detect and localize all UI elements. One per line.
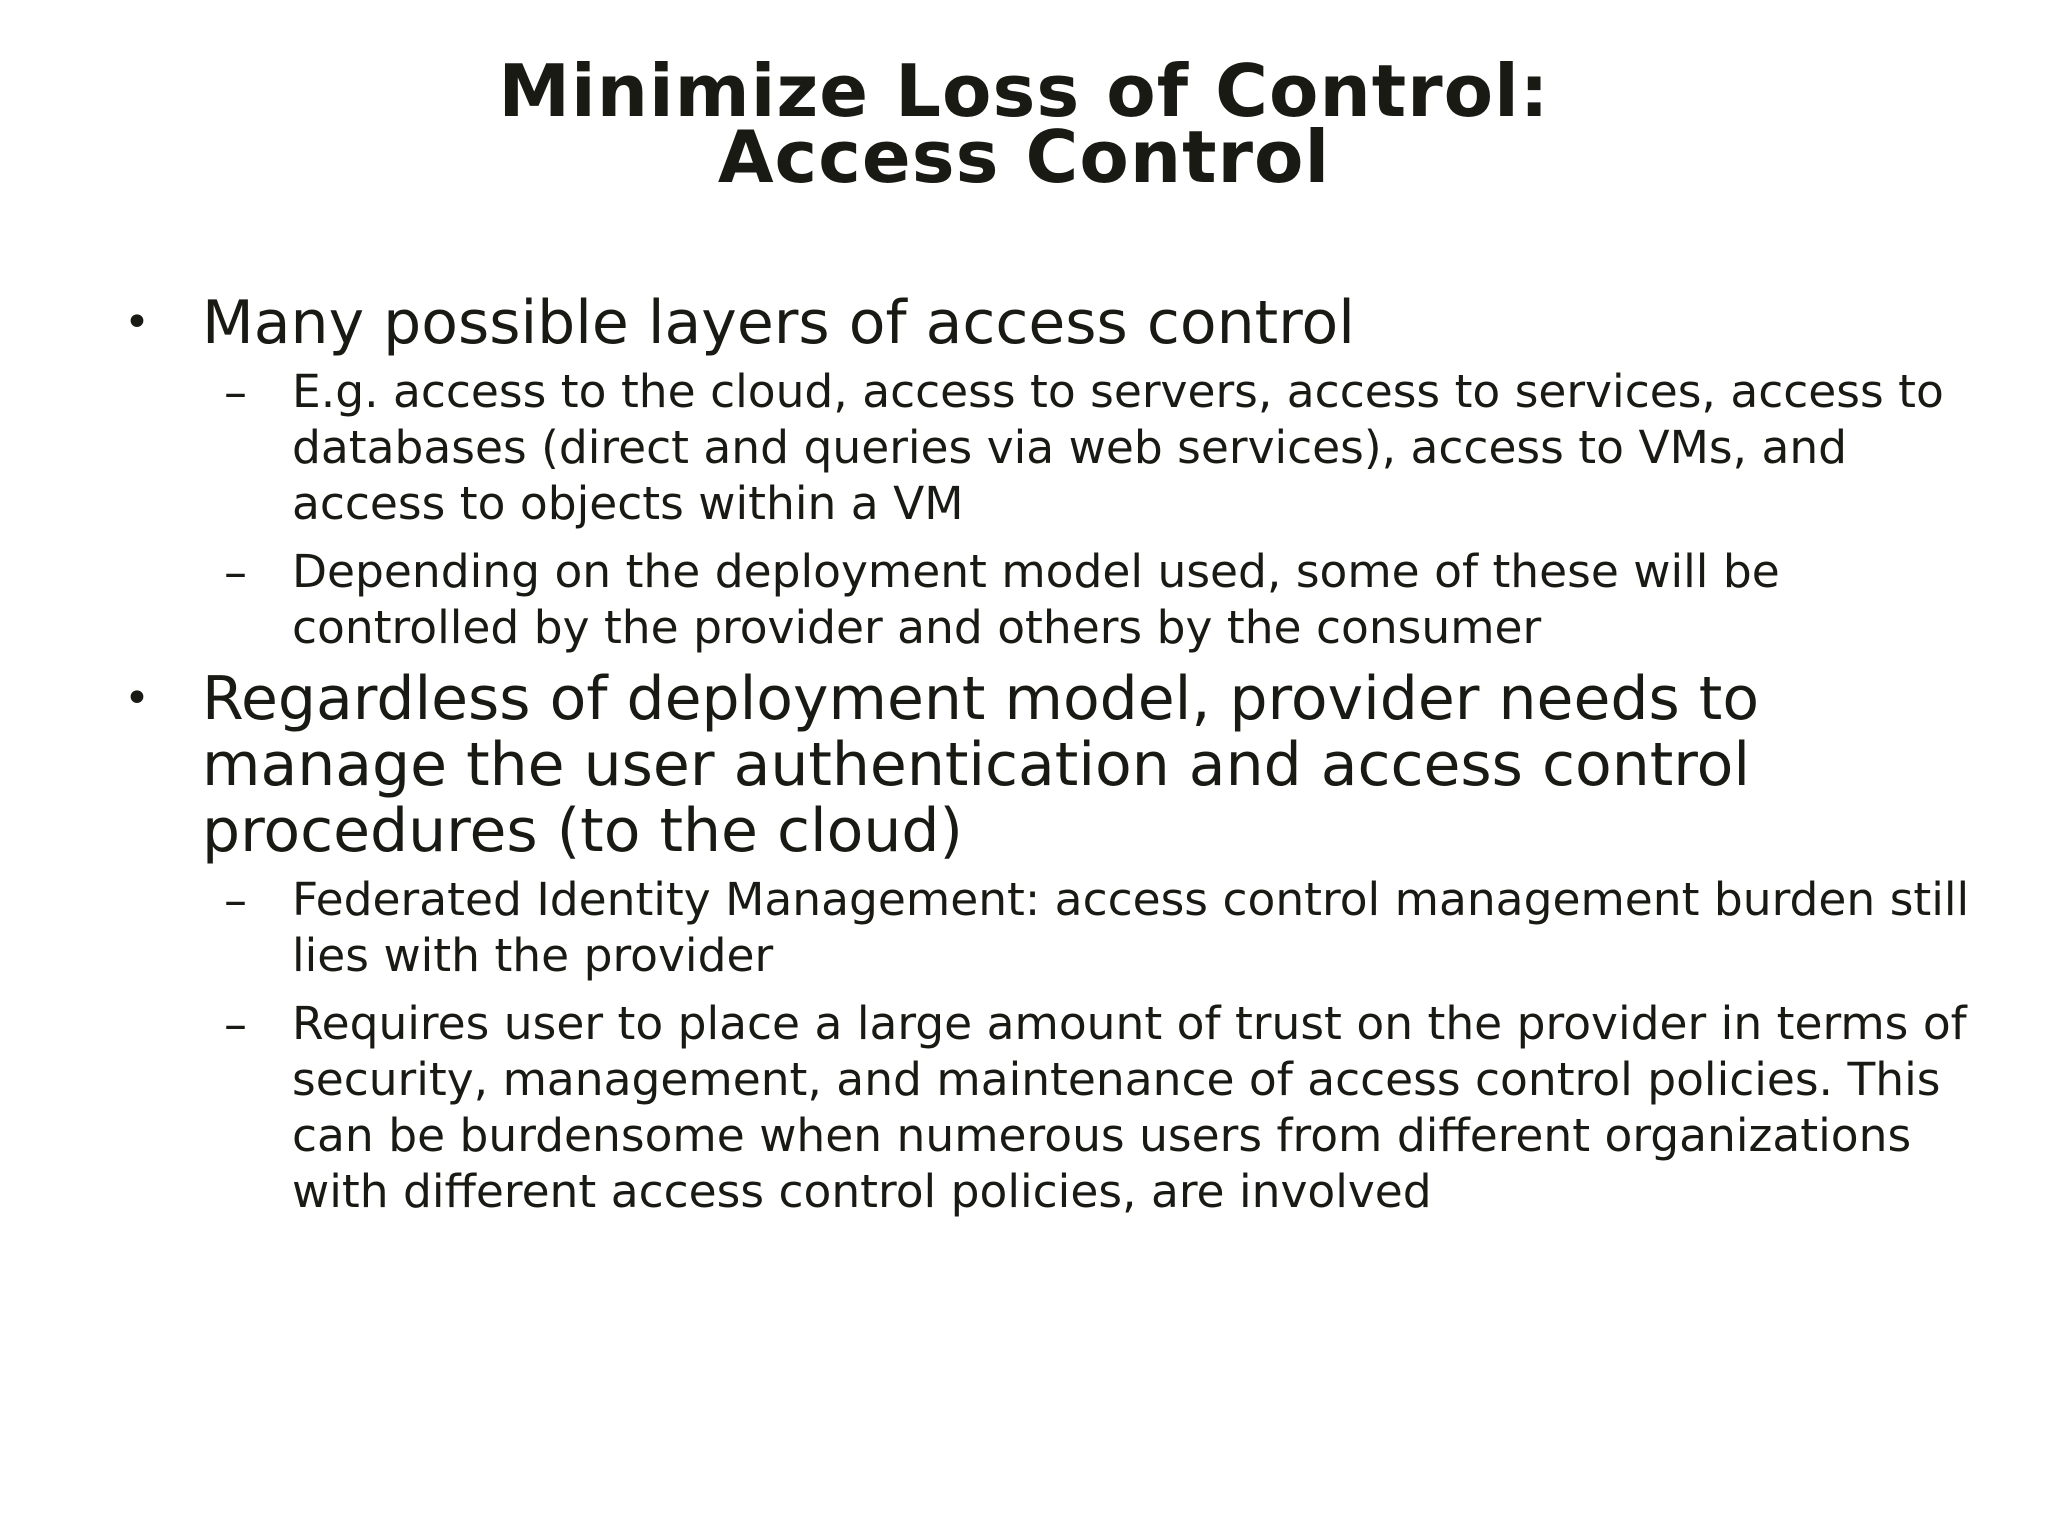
sub-bullet-item xyxy=(0,872,2008,984)
sub-bullet-list xyxy=(202,364,2008,656)
sub-bullet-text: Depending on the deployment model used, some of these will be controlled by the provider and others by the consumer xyxy=(292,545,1780,654)
dash-marker: – xyxy=(224,545,247,599)
bullet-text: Regardless of deployment model, provider needs to manage the user authentication and access control procedures (to the cloud) xyxy=(202,664,1760,866)
bullet-text: Many possible layers of access control xyxy=(202,288,1355,358)
sub-bullet-list xyxy=(202,872,2008,1220)
slide-title-line-2: Access Control xyxy=(717,115,1331,199)
dash-marker: – xyxy=(224,365,247,419)
sub-bullet-text: Requires user to place a large amount of trust on the provider in terms of security, management, and maintenance of access control policies. This can be burdensome when numerous users from different organizations with different access control policies, are involved xyxy=(292,997,1967,1218)
bullet-marker: • xyxy=(124,297,150,348)
dash-marker: – xyxy=(224,997,247,1051)
sub-bullet-item xyxy=(0,544,2008,656)
sub-bullet-text: E.g. access to the cloud, access to servers, access to services, access to databases (direct and queries via web services), access to VMs, and access to objects within a VM xyxy=(292,365,1944,530)
sub-bullet-item xyxy=(0,996,2008,1220)
sub-bullet-text: Federated Identity Management: access control management burden still lies with the provider xyxy=(292,873,1970,982)
slide-title xyxy=(0,49,2048,199)
bullet-marker: • xyxy=(124,673,150,724)
slide-title-line-1: Minimize Loss of Control: xyxy=(498,49,1550,133)
sub-bullet-item xyxy=(0,364,2008,532)
bullet-item-1 xyxy=(0,290,2048,656)
bullet-item-2 xyxy=(0,666,2048,1220)
bullet-list xyxy=(0,290,2048,1220)
dash-marker: – xyxy=(224,873,247,927)
